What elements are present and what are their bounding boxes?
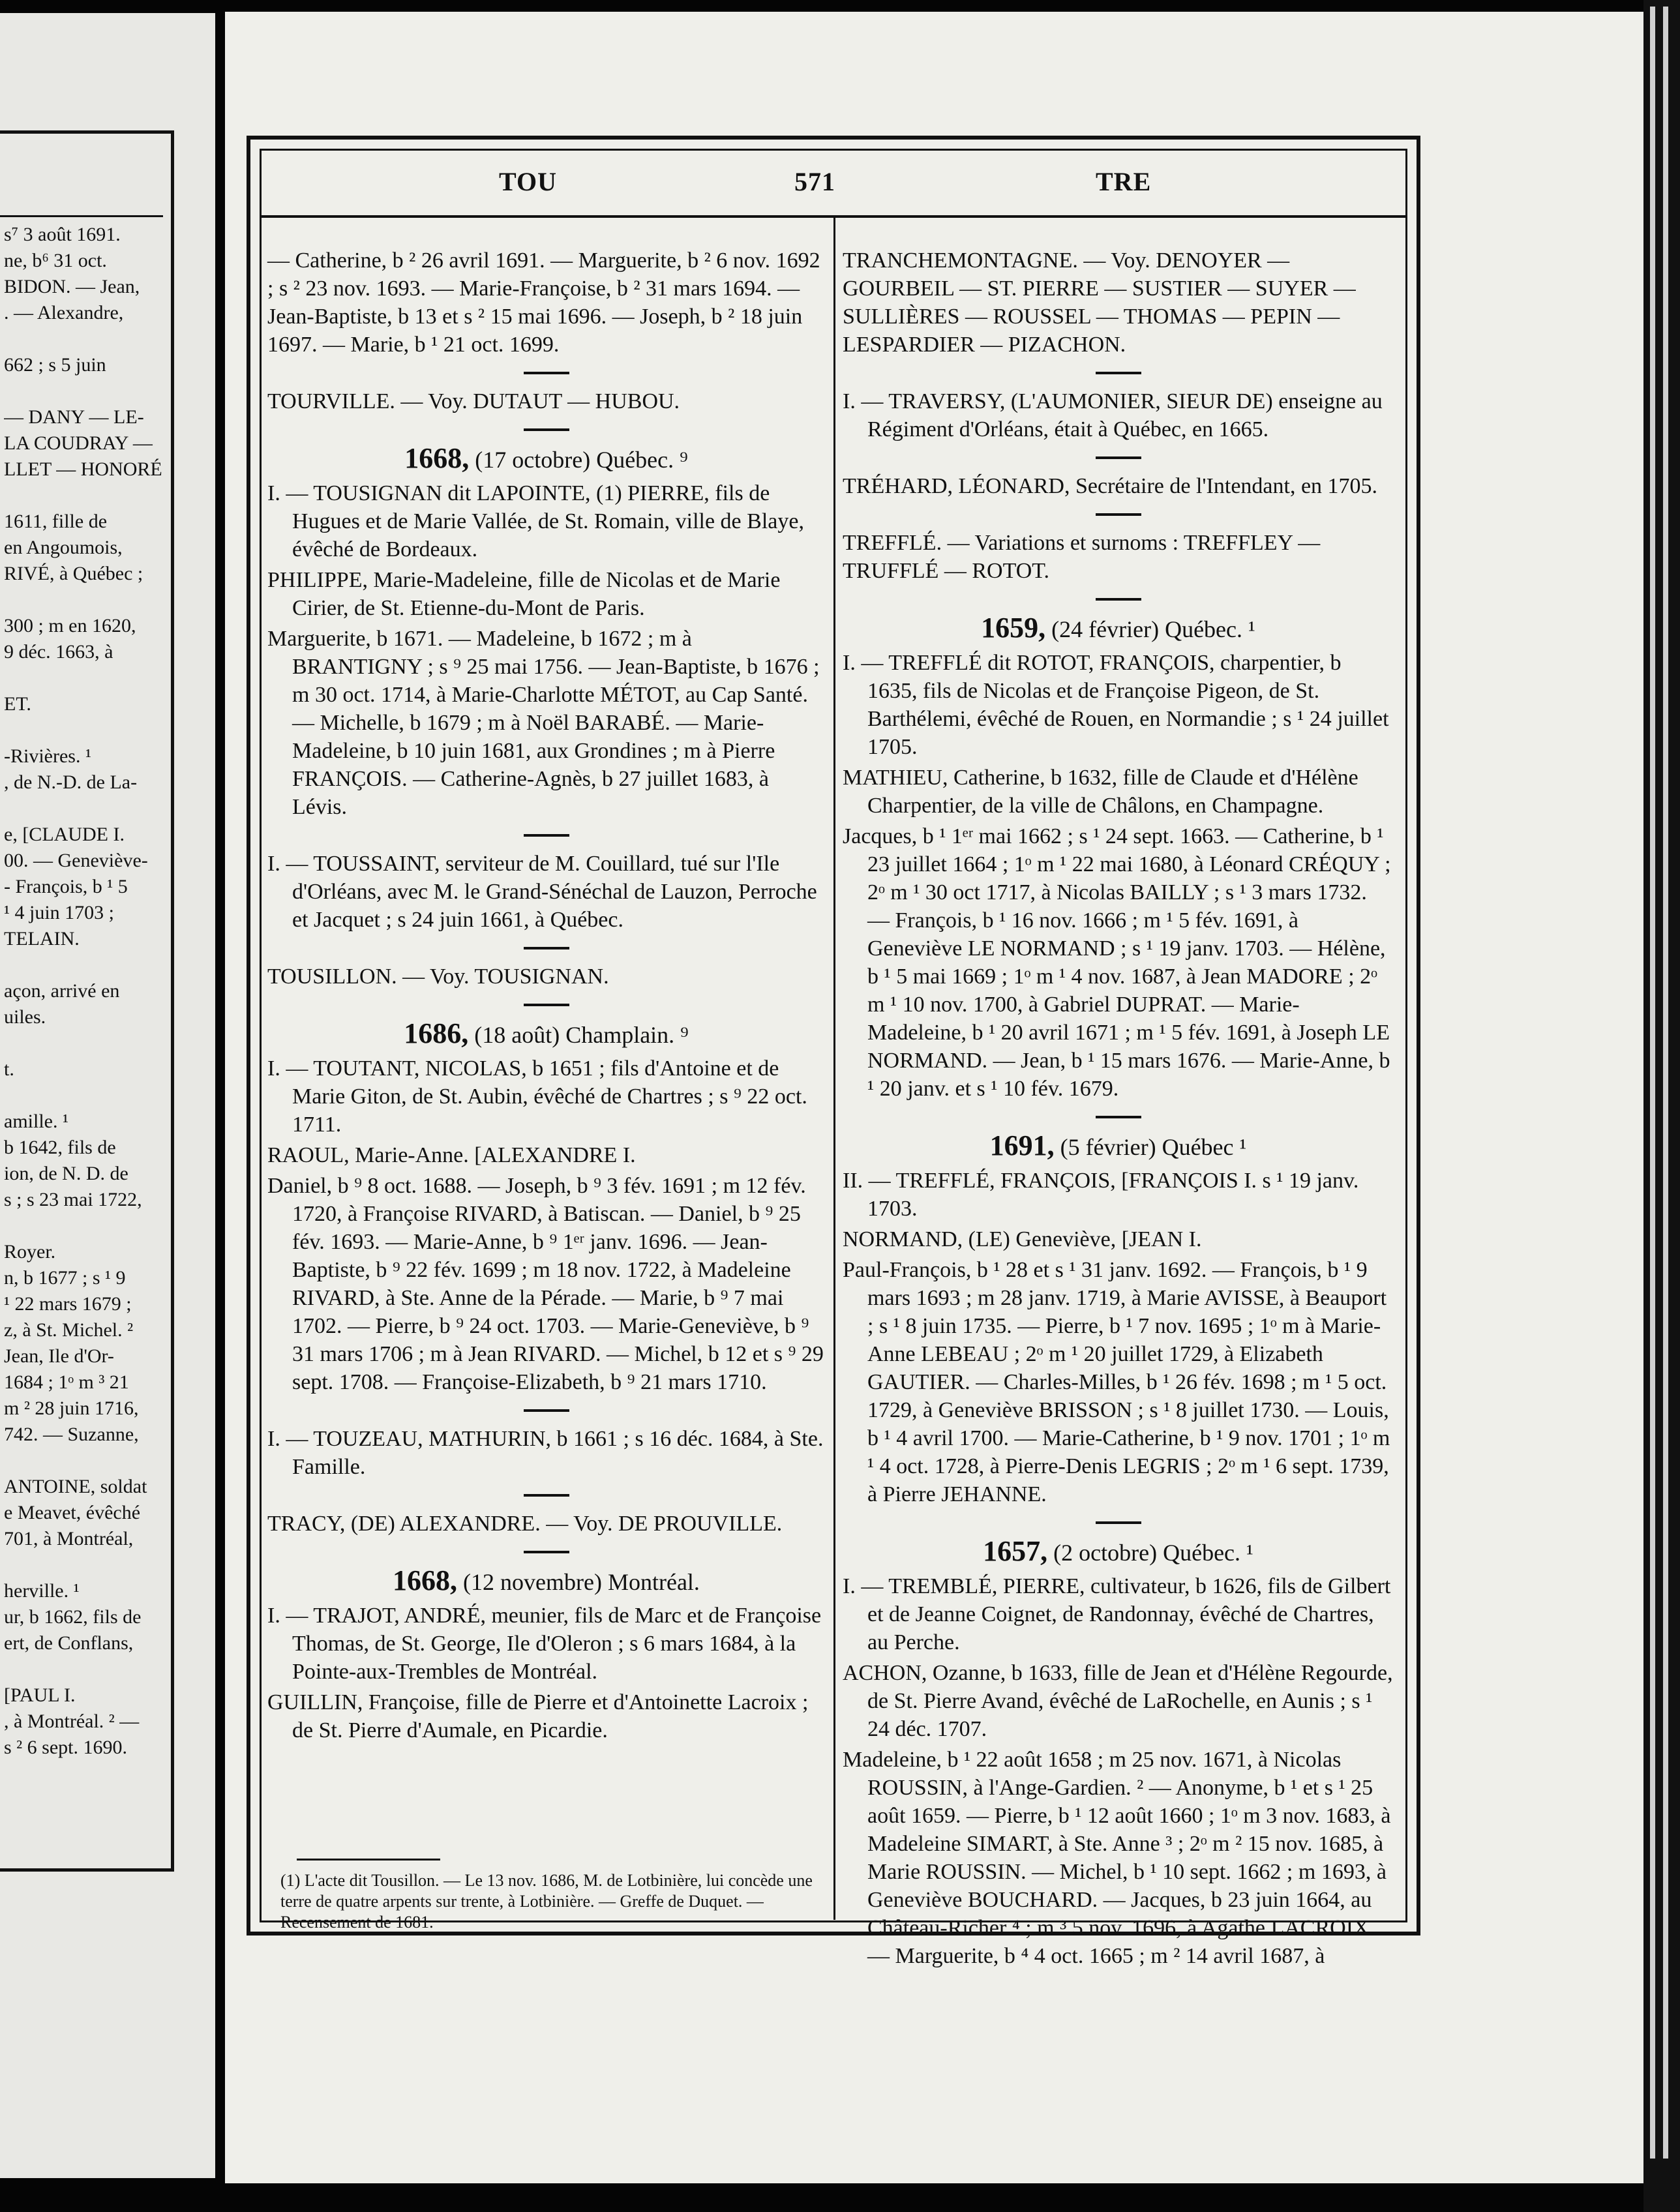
separator-rule xyxy=(524,1409,569,1412)
cross-reference: TRACY, (DE) ALEXANDRE. — Voy. DE PROUVILLE. xyxy=(267,1512,783,1536)
separator-rule xyxy=(524,1551,569,1553)
genealogy-entry: Madeleine, b ¹ 22 août 1658 ; m 25 nov. 1671, à Nicolas ROUSSIN, à l'Ange-Gardien. ² — Anonyme, b ¹ et s ¹ 25 août 1659. — Pierre, b ¹ 12 août 1660 ; 1ᵒ m 3 nov. 1683, à Madeleine SIMART, à Ste. Anne ³ ; 2ᵒ m ² 15 nov. 1685, à Marie ROUSSIN. — Michel, b ¹ 10 sept. 1662 ; m 1693, à Geneviève BOUCHARD. — Jacques, b 23 juin 1664, au Château-Richer ⁴ ; m ³ 5 nov. 1696, à Agathe LACROIX. — Marguerite, b ⁴ 4 oct. 1665 ; m ² 14 avril 1687, à xyxy=(843,1748,1391,1968)
genealogy-entry: I. — TOUTANT, NICOLAS, b 1651 ; fils d'Antoine et de Marie Giton, de St. Aubin, évêché de Chartres ; s ⁹ 22 oct. 1711. xyxy=(267,1056,807,1137)
left-fragment-line: t. xyxy=(4,1058,14,1080)
left-fragment-line xyxy=(4,326,167,352)
separator-rule xyxy=(1096,513,1141,516)
left-fragment-line: 300 ; m en 1620, xyxy=(4,615,136,636)
marriage-date-place: (18 août) Champlain. ⁹ xyxy=(474,1022,689,1048)
cross-reference: TREFFLÉ. — Variations et surnoms : TREFFLEY — TRUFFLÉ — ROTOT. xyxy=(843,531,1321,583)
left-fragment-line: Royer. xyxy=(4,1241,56,1263)
genealogy-entry: MATHIEU, Catherine, b 1632, fille de Claude et d'Hélène Charpentier, de la ville de Châlons, en Champagne. xyxy=(843,766,1358,818)
left-fragment-line: 1611, fille de xyxy=(4,511,108,532)
separator-rule xyxy=(1096,1116,1141,1118)
left-fragment-line: - François, b ¹ 5 xyxy=(4,876,128,897)
left-fragment-line: m ² 28 juin 1716, xyxy=(4,1397,139,1419)
left-fragment-line: en Angoumois, xyxy=(4,537,123,558)
left-fragment-line: ne, b⁶ 31 oct. xyxy=(4,250,107,271)
left-fragment-line: TELAIN. xyxy=(4,928,80,949)
header-right-word: TRE xyxy=(1096,167,1152,196)
left-fragment-line: RIVÉ, à Québec ; xyxy=(4,563,143,584)
genealogy-entry: I. — TOUZEAU, MATHURIN, b 1661 ; s 16 déc. 1684, à Ste. Famille. xyxy=(267,1427,824,1479)
marriage-date-place: (2 octobre) Québec. ¹ xyxy=(1053,1540,1253,1566)
left-fragment-line: , de N.-D. de La- xyxy=(4,771,138,793)
separator-rule xyxy=(524,947,569,949)
left-fragment-line: ¹ 4 juin 1703 ; xyxy=(4,902,114,923)
genealogy-entry: II. — TREFFLÉ, FRANÇOIS, [FRANÇOIS I. s ¹ 19 janv. 1703. xyxy=(843,1169,1359,1221)
genealogy-entry: I. — TRAVERSY, (L'AUMONIER, SIEUR DE) enseigne au Régiment d'Orléans, était à Québec, en 1665. xyxy=(843,389,1383,441)
left-fragment-line: ANTOINE, soldat xyxy=(4,1476,147,1497)
left-fragment-line: s⁷ 3 août 1691. xyxy=(4,224,121,245)
column-divider xyxy=(833,218,835,1920)
page-number: 571 xyxy=(794,167,835,196)
cross-reference: — Catherine, b ² 26 avril 1691. — Marguerite, b ² 6 nov. 1692 ; s ² 23 nov. 1693. — Marie-Françoise, b ² 31 mars 1694. — Jean-Baptiste, b 13 et s ² 15 mai 1696. — Joseph, b ² 18 juin 1697. — Marie, b ¹ 21 oct. 1699. xyxy=(267,248,820,357)
cross-reference: TOUSILLON. — Voy. TOUSIGNAN. xyxy=(267,964,609,989)
genealogy-entry: I. — TOUSSAINT, serviteur de M. Couillard, tué sur l'Ile d'Orléans, avec M. le Grand-Sénéchal de Lauzon, Perroche et Jacquet ; s 24 juin 1661, à Québec. xyxy=(267,852,817,932)
book-edge xyxy=(1643,0,1680,2212)
marriage-date-heading xyxy=(843,614,1394,644)
left-fragment-line xyxy=(4,1030,167,1056)
footnote: (1) L'acte dit Tousillon. — Le 13 nov. 1686, M. de Lotbinière, lui concède une terre de quatre arpents sur trente, à Lotbinière. — Greffe de Duquet. — Recensement de 1681. xyxy=(280,1871,813,1932)
left-fragment-line: e, [CLAUDE I. xyxy=(4,824,125,845)
separator-rule xyxy=(524,1494,569,1497)
marriage-date-heading xyxy=(843,1537,1394,1567)
left-fragment-line: herville. ¹ xyxy=(4,1580,80,1602)
left-fragment-line: BIDON. — Jean, xyxy=(4,276,140,297)
left-fragment-line: LA COUDRAY — xyxy=(4,432,153,454)
header-left-word: TOU xyxy=(499,167,557,196)
left-fragment-line xyxy=(4,1656,167,1682)
left-fragment-line: uiles. xyxy=(4,1006,46,1028)
left-fragment-line: s ² 6 sept. 1690. xyxy=(4,1737,127,1758)
marriage-date-place: (17 octobre) Québec. ⁹ xyxy=(475,447,688,473)
left-fragment-line xyxy=(4,1083,167,1109)
left-fragment-line: — DANY — LE- xyxy=(4,406,144,428)
left-fragment-line: ert, de Conflans, xyxy=(4,1632,134,1654)
left-fragment-line xyxy=(4,587,167,613)
separator-rule xyxy=(1096,456,1141,459)
left-fragment-line: 662 ; s 5 juin xyxy=(4,354,106,376)
separator-rule xyxy=(1096,598,1141,601)
marriage-date-heading xyxy=(267,1019,825,1049)
left-fragment-line: ion, de N. D. de xyxy=(4,1163,128,1184)
genealogy-entry: GUILLIN, Françoise, fille de Pierre et d'Antoinette Lacroix ; de St. Pierre d'Aumale, en Picardie. xyxy=(267,1690,809,1742)
left-fragment-line xyxy=(4,952,167,978)
separator-rule xyxy=(1096,372,1141,374)
separator-rule xyxy=(524,372,569,374)
left-fragment-line: ur, b 1662, fils de xyxy=(4,1606,142,1628)
left-fragment-line xyxy=(4,1448,167,1474)
genealogy-entry: Marguerite, b 1671. — Madeleine, b 1672 ; m à BRANTIGNY ; s ⁹ 25 mai 1756. — Jean-Baptiste, b 1676 ; m 30 oct. 1714, à Marie-Charlotte MÉTOT, au Cap Santé. — Michelle, b 1679 ; m à Noël BARABÉ. — Marie-Madeleine, b 10 juin 1681, aux Grondines ; m à Pierre FRANÇOIS. — Catherine-Agnès, b 27 juillet 1683, à Lévis. xyxy=(267,627,820,819)
footnote-rule xyxy=(297,1859,440,1861)
marriage-year: 1686, xyxy=(404,1017,469,1049)
separator-rule xyxy=(524,834,569,837)
separator-rule xyxy=(524,1004,569,1006)
left-fragment-line: s ; s 23 mai 1722, xyxy=(4,1189,142,1210)
left-column xyxy=(267,247,825,1747)
left-fragment-line: 1684 ; 1ᵒ m ³ 21 xyxy=(4,1371,129,1393)
left-fragment-line xyxy=(4,717,167,743)
left-fragment-line: 9 déc. 1663, à xyxy=(4,641,113,663)
left-fragment-line: amille. ¹ xyxy=(4,1111,68,1132)
genealogy-entry: PHILIPPE, Marie-Madeleine, fille de Nicolas et de Marie Cirier, de St. Etienne-du-Mont de Paris. xyxy=(267,568,781,620)
genealogy-entry: I. — TREFFLÉ dit ROTOT, FRANÇOIS, charpentier, b 1635, fils de Nicolas et de Françoise Pigeon, de St. Barthélemi, évêché de Rouen, en Normandie ; s ¹ 24 juillet 1705. xyxy=(843,651,1389,759)
cross-reference: TOURVILLE. — Voy. DUTAUT — HUBOU. xyxy=(267,389,680,413)
separator-rule xyxy=(524,428,569,431)
genealogy-entry: RAOUL, Marie-Anne. [ALEXANDRE I. xyxy=(267,1143,636,1167)
left-fragment-line: LLET — HONORÉ xyxy=(4,458,162,480)
left-page-rule xyxy=(0,215,163,217)
left-fragment-line: e Meavet, évêché xyxy=(4,1502,141,1523)
marriage-year: 1668, xyxy=(393,1564,458,1596)
genealogy-entry: I. — TRAJOT, ANDRÉ, meunier, fils de Marc et de Françoise Thomas, de St. George, Ile d'Oleron ; s 6 mars 1684, à la Pointe-aux-Trembles de Montréal. xyxy=(267,1604,822,1684)
left-fragment-line: açon, arrivé en xyxy=(4,980,120,1002)
left-fragment-line xyxy=(4,483,167,509)
cross-reference: TRÉHARD, LÉONARD, Secrétaire de l'Intendant, en 1705. xyxy=(843,474,1378,498)
marriage-date-place: (12 novembre) Montréal. xyxy=(463,1569,700,1595)
marriage-year: 1657, xyxy=(983,1535,1048,1567)
genealogy-entry: Paul-François, b ¹ 28 et s ¹ 31 janv. 1692. — François, b ¹ 9 mars 1693 ; m 28 janv. 1719, à Marie AVISSE, à Beauport ; s ¹ 8 juin 1735. — Pierre, b ¹ 7 nov. 1695 ; 1ᵒ m à Marie-Anne LEBEAU ; 2ᵒ m ¹ 20 juillet 1729, à Elizabeth GAUTIER. — Charles-Milles, b ¹ 26 fév. 1698 ; m ¹ 5 oct. 1729, à Geneviève BRISSON ; s ¹ 8 juillet 1730. — Louis, b ¹ 4 avril 1700. — Marie-Catherine, b ¹ 9 nov. 1701 ; 1ᵒ m ¹ 4 oct. 1728, à Pierre-Denis LEGRIS ; 2ᵒ m ¹ 6 sept. 1739, à Pierre JEHANNE. xyxy=(843,1258,1390,1506)
left-fragment-line: 742. — Suzanne, xyxy=(4,1424,139,1445)
marriage-year: 1659, xyxy=(981,612,1046,644)
genealogy-entry: I. — TREMBLÉ, PIERRE, cultivateur, b 1626, fils de Gilbert et de Jeanne Coignet, de Randonnay, évêché de Chartres, au Perche. xyxy=(843,1574,1391,1654)
left-fragment-line xyxy=(4,1552,167,1578)
genealogy-entry: Daniel, b ⁹ 8 oct. 1688. — Joseph, b ⁹ 3 fév. 1691 ; m 12 fév. 1720, à Françoise RIVARD, à Batiscan. — Daniel, b ⁹ 25 fév. 1693. — Marie-Anne, b ⁹ 1ᵉʳ janv. 1696. — Jean-Baptiste, b ⁹ 22 fév. 1699 ; m 18 nov. 1722, à Madeleine RIVARD, à Ste. Anne de la Pérade. — Marie, b ⁹ 7 mai 1702. — Pierre, b ⁹ 24 oct. 1703. — Marie-Geneviève, b ⁹ 31 mars 1706 ; m à Jean RIVARD. — Michel, b 12 et s ⁹ 29 sept. 1708. — Françoise-Elizabeth, b ⁹ 21 mars 1710. xyxy=(267,1174,824,1394)
marriage-year: 1691, xyxy=(989,1129,1055,1161)
left-fragment-line: z, à St. Michel. ² xyxy=(4,1319,134,1341)
left-fragment-line xyxy=(4,378,167,404)
marriage-year: 1668, xyxy=(404,442,470,474)
left-fragment-line: b 1642, fils de xyxy=(4,1137,116,1158)
genealogy-entry: Jacques, b ¹ 1ᵉʳ mai 1662 ; s ¹ 24 sept. 1663. — Catherine, b ¹ 23 juillet 1664 ; 1ᵒ m ¹ 22 mai 1680, à Léonard CRÉQUY ; 2ᵒ m ¹ 30 oct 1717, à Nicolas BAILLY ; s ¹ 3 mars 1732. — François, b ¹ 16 nov. 1666 ; m ¹ 5 fév. 1691, à Geneviève LE NORMAND ; s ¹ 19 janv. 1703. — Hélène, b ¹ 5 mai 1669 ; 1ᵒ m ¹ 4 nov. 1687, à Jean MADORE ; 2ᵒ m ¹ 10 nov. 1700, à Gabriel DUPRAT. — Marie-Madeleine, b ¹ 20 avril 1671 ; m ¹ 5 fév. 1691, à Joseph LE NORMAND. — Jean, b ¹ 15 mars 1676. — Marie-Anne, b ¹ 20 janv. et s ¹ 10 fév. 1679. xyxy=(843,824,1391,1101)
left-fragment-line: ET. xyxy=(4,693,31,715)
left-fragment-line: . — Alexandre, xyxy=(4,302,124,323)
left-fragment-line: , à Montréal. ² — xyxy=(4,1711,140,1732)
left-fragment-line: n, b 1677 ; s ¹ 9 xyxy=(4,1267,126,1289)
left-fragment-line: Jean, Ile d'Or- xyxy=(4,1345,114,1367)
separator-rule xyxy=(1096,1521,1141,1524)
left-fragment-line: [PAUL I. xyxy=(4,1684,76,1706)
marriage-date-place: (5 février) Québec ¹ xyxy=(1060,1134,1247,1160)
genealogy-entry: NORMAND, (LE) Geneviève, [JEAN I. xyxy=(843,1227,1202,1251)
genealogy-entry: I. — TOUSIGNAN dit LAPOINTE, (1) PIERRE, fils de Hugues et de Marie Vallée, de St. Romain, ville de Blaye, évêché de Bordeaux. xyxy=(267,481,804,561)
left-fragment-line xyxy=(4,665,167,691)
marriage-date-place: (24 février) Québec. ¹ xyxy=(1051,616,1255,642)
right-column xyxy=(843,247,1394,1973)
left-page-text xyxy=(4,222,167,1761)
genealogy-entry: ACHON, Ozanne, b 1633, fille de Jean et d'Hélène Regourde, de St. Pierre Avand, évêché de LaRochelle, en Aunis ; s ¹ 24 déc. 1707. xyxy=(843,1661,1393,1741)
left-fragment-line xyxy=(4,796,167,822)
cross-reference: TRANCHEMONTAGNE. — Voy. DENOYER — GOURBEIL — ST. PIERRE — SUSTIER — SUYER — SULLIÈRES — ROUSSEL — THOMAS — PEPIN — LESPARDIER — PIZACHON. xyxy=(843,248,1356,357)
marriage-date-heading xyxy=(267,1566,825,1596)
left-fragment-line: 701, à Montréal, xyxy=(4,1528,134,1549)
left-fragment-line: 00. — Geneviève- xyxy=(4,850,148,871)
left-fragment-line: ¹ 22 mars 1679 ; xyxy=(4,1293,132,1315)
page-edge-line xyxy=(1663,7,1668,2159)
left-fragment-line xyxy=(4,1213,167,1239)
page-edge-line xyxy=(1650,7,1655,2159)
left-fragment-line: -Rivières. ¹ xyxy=(4,745,91,767)
marriage-date-heading xyxy=(267,444,825,474)
marriage-date-heading xyxy=(843,1131,1394,1161)
